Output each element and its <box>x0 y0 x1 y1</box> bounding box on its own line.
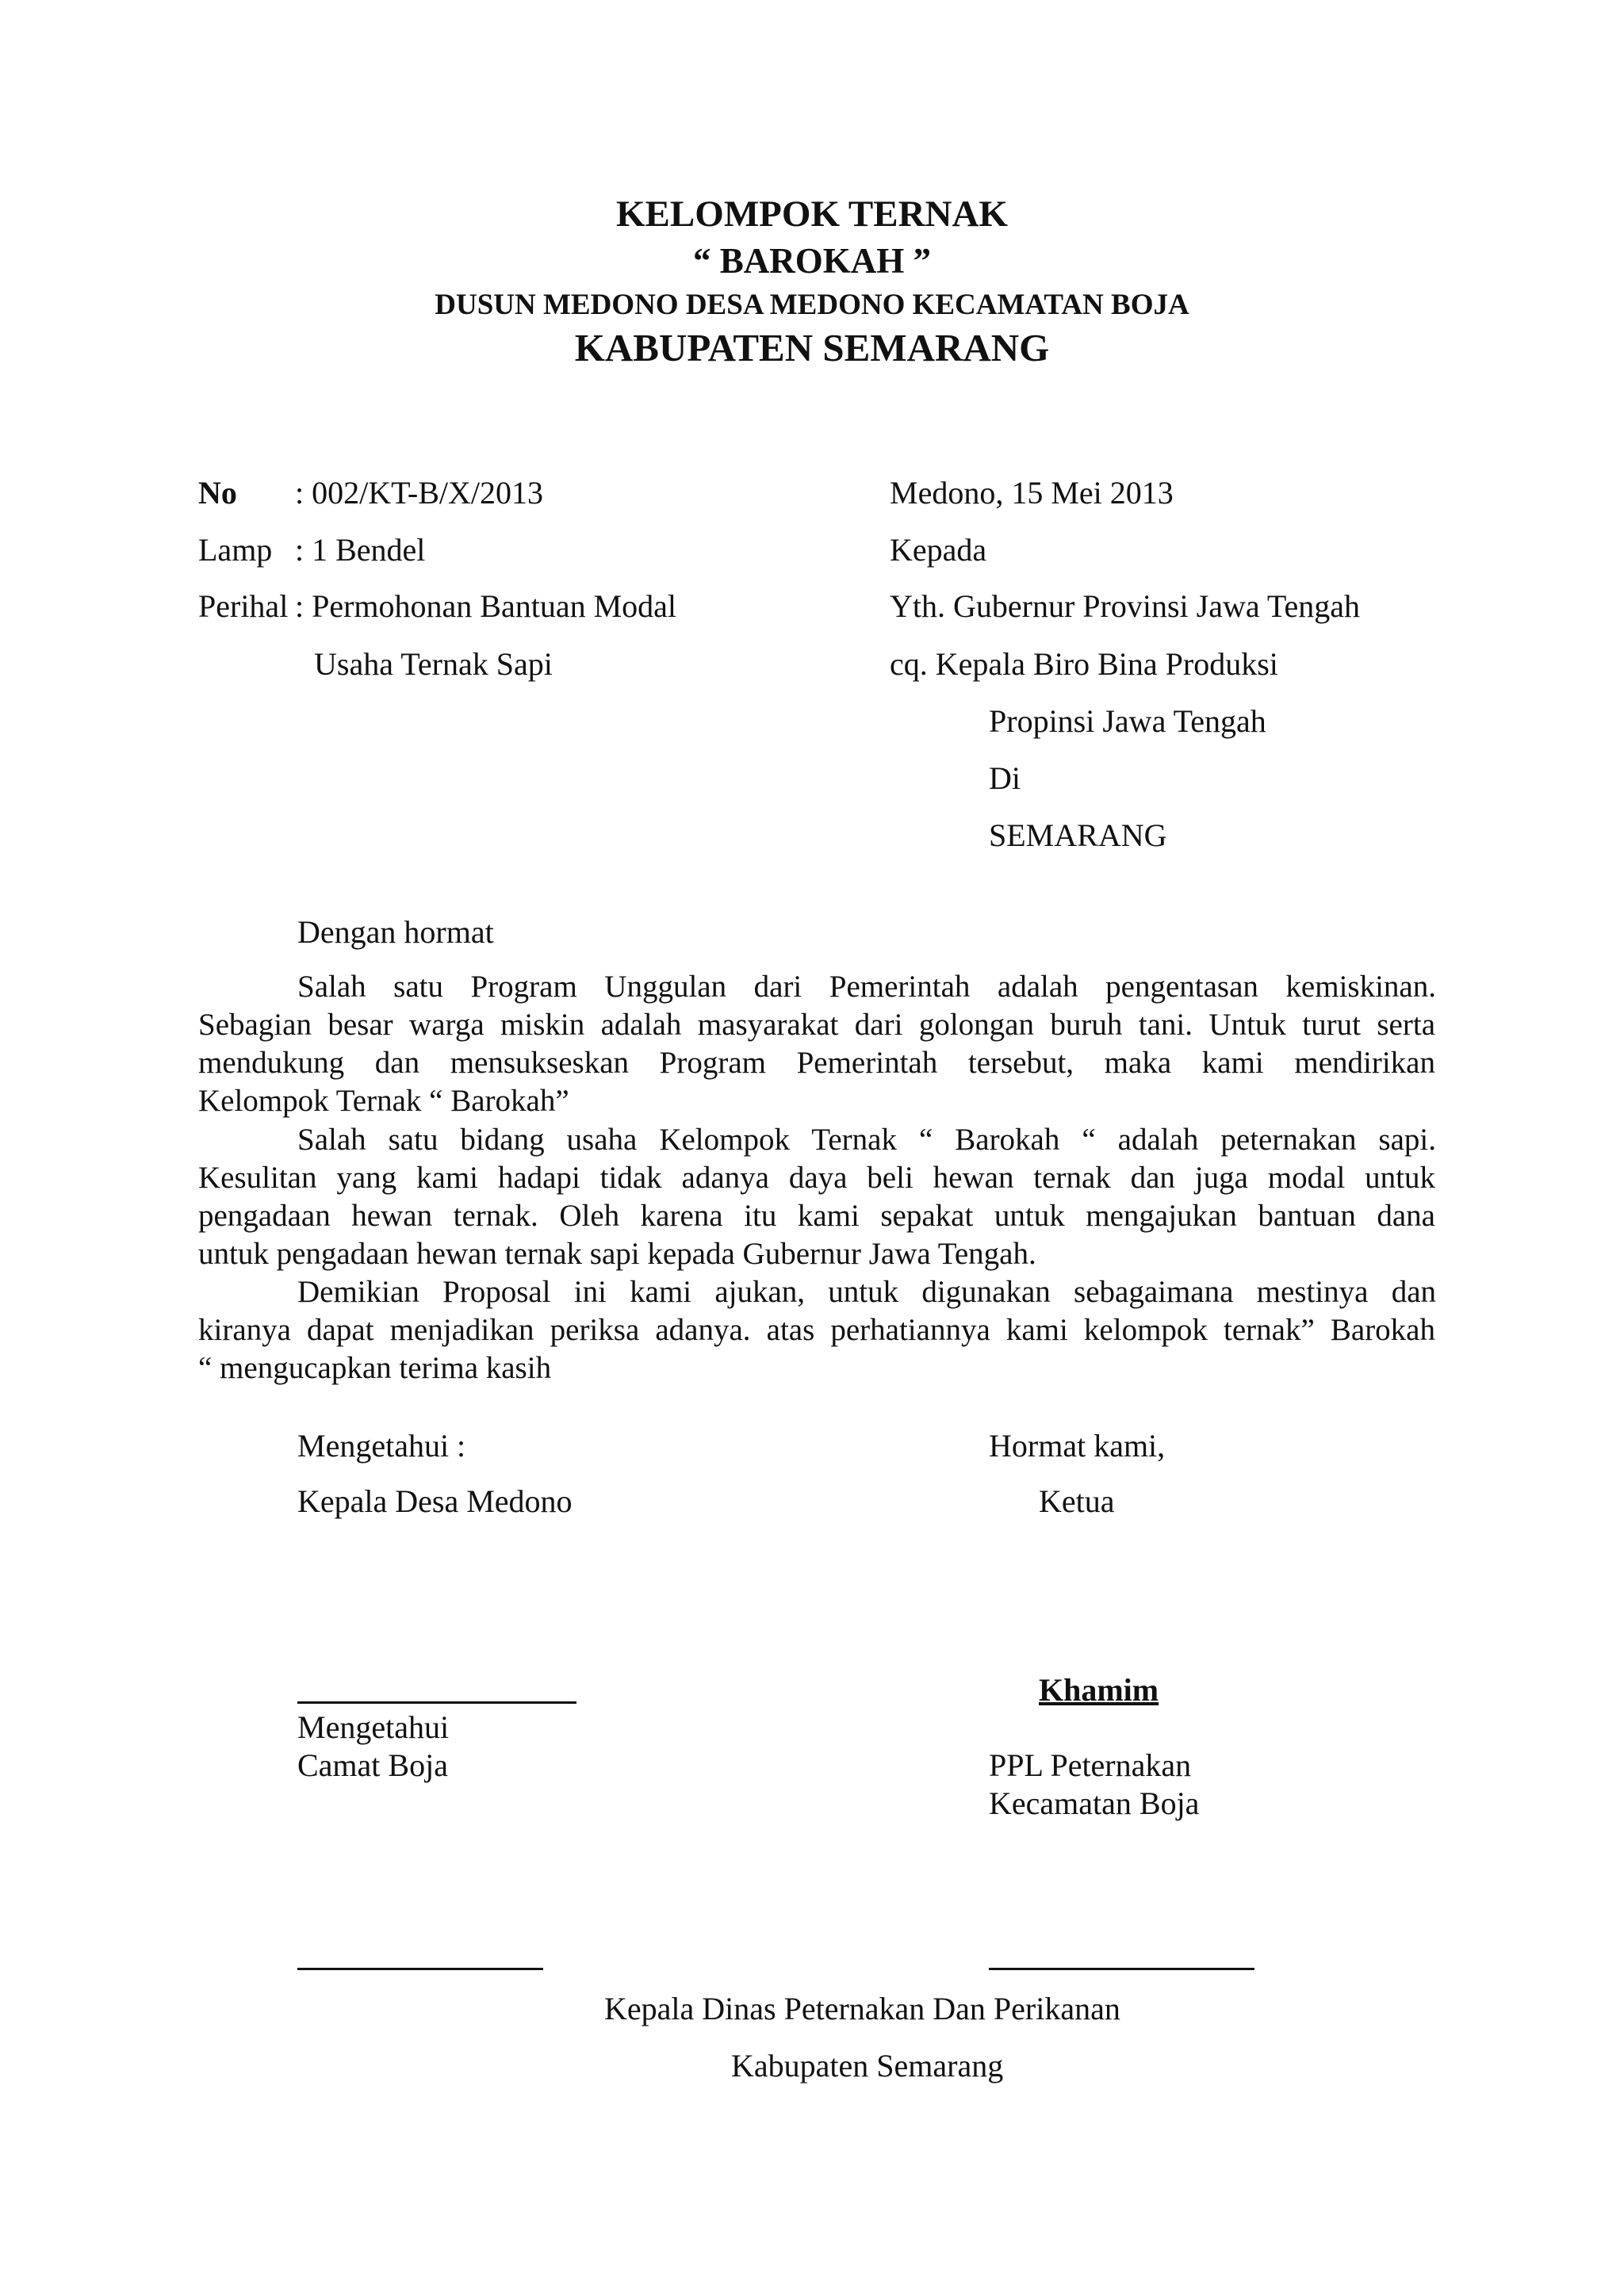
org-address: DUSUN MEDONO DESA MEDONO KECAMATAN BOJA <box>435 289 1189 321</box>
recipient-propinsi: Propinsi Jawa Tengah <box>989 703 1266 739</box>
mengetahui-label: Mengetahui : <box>297 1428 466 1464</box>
kepala-dinas-title: Kepala Dinas Peternakan Dan Perikanan <box>604 1991 1120 2026</box>
camat-title: Camat Boja <box>297 1747 448 1783</box>
perihal-label: Perihal <box>198 588 289 624</box>
org-subname: “ BAROKAH ” <box>692 241 931 281</box>
ppl-title: PPL Peternakan <box>989 1747 1192 1783</box>
hormat-kami: Hormat kami, <box>989 1428 1166 1464</box>
ketua-name: Khamim <box>1039 1672 1159 1708</box>
ppl-kecamatan: Kecamatan Boja <box>989 1785 1200 1821</box>
perihal-value: : Permohonan Bantuan Modal <box>295 588 677 624</box>
paragraph-2-line-1: Salah satu bidang usaha Kelompok Ternak “ Barokah “ adalah peternakan sapi. <box>297 1123 1436 1157</box>
no-label: No <box>198 475 237 511</box>
paragraph-1-line-3: mendukung dan mensukseskan Program Pemerintah tersebut, maka kami mendirikan <box>198 1046 1435 1080</box>
paragraph-3-line-1: Demikian Proposal ini kami ajukan, untuk digunakan sebagaimana mestinya dan <box>297 1275 1436 1309</box>
org-regency: KABUPATEN SEMARANG <box>574 326 1050 369</box>
greeting: Dengan hormat <box>297 914 494 950</box>
signature-line-ppl <box>989 1968 1254 1970</box>
no-value: : 002/KT-B/X/2013 <box>295 475 543 511</box>
paragraph-2-line-3: pengadaan hewan ternak. Oleh karena itu kami sepakat untuk mengajukan bantuan dana <box>198 1199 1435 1233</box>
paragraph-1-line-4: Kelompok Ternak “ Barokah” <box>198 1084 569 1118</box>
paragraph-2-line-2: Kesulitan yang kami hadapi tidak adanya daya beli hewan ternak dan juga modal untuk <box>198 1161 1435 1195</box>
kepada-label: Kepada <box>890 532 987 568</box>
signature-line-kepala-desa <box>297 1701 576 1704</box>
ketua-title: Ketua <box>1039 1483 1115 1519</box>
recipient-cq: cq. Kepala Biro Bina Produksi <box>890 646 1278 682</box>
paragraph-1-line-1: Salah satu Program Unggulan dari Pemerintah adalah pengentasan kemiskinan. <box>297 970 1436 1004</box>
letter-date: Medono, 15 Mei 2013 <box>890 475 1174 511</box>
signature-line-camat <box>297 1968 543 1970</box>
kabupaten-label: Kabupaten Semarang <box>731 2048 1004 2084</box>
paragraph-3-line-2: kiranya dapat menjadikan periksa adanya. atas perhatiannya kami kelompok ternak” Barokah <box>198 1313 1435 1347</box>
paragraph-1-line-2: Sebagian besar warga miskin adalah masyarakat dari golongan buruh tani. Untuk turut serta <box>198 1008 1435 1042</box>
paragraph-3-line-3: “ mengucapkan terima kasih <box>198 1351 552 1385</box>
kepala-desa-title: Kepala Desa Medono <box>297 1483 573 1519</box>
paragraph-2-line-4: untuk pengadaan hewan ternak sapi kepada Gubernur Jawa Tengah. <box>198 1237 1036 1271</box>
perihal-value-cont: Usaha Ternak Sapi <box>314 646 553 682</box>
lamp-value: : 1 Bendel <box>295 532 426 568</box>
mengetahui-label-2: Mengetahui <box>297 1709 450 1745</box>
recipient-yth: Yth. Gubernur Provinsi Jawa Tengah <box>890 588 1361 624</box>
recipient-city: SEMARANG <box>989 817 1167 853</box>
org-name: KELOMPOK TERNAK <box>616 193 1008 235</box>
lamp-label: Lamp <box>198 532 273 568</box>
recipient-di: Di <box>989 760 1021 796</box>
